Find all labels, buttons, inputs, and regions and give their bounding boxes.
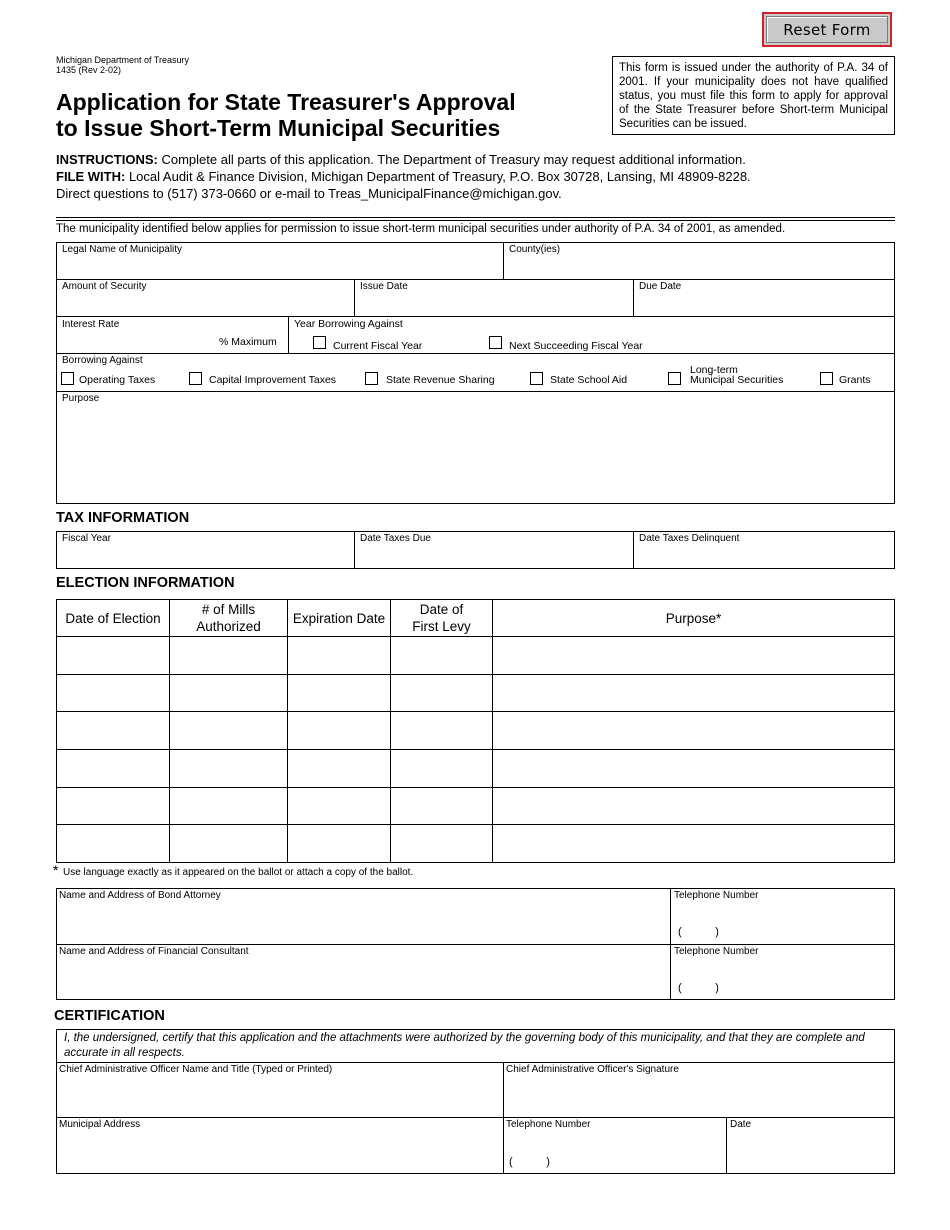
capital-improvement-checkbox[interactable] — [189, 372, 202, 385]
amount-label: Amount of Security — [62, 281, 147, 292]
fiscal-year-label: Fiscal Year — [62, 533, 111, 544]
divider-top — [56, 217, 895, 218]
certification-date-label: Date — [730, 1119, 752, 1130]
table-cell[interactable] — [57, 674, 170, 712]
due-date-label: Due Date — [639, 281, 682, 292]
officer-signature-label: Chief Administrative Officer's Signature — [506, 1064, 679, 1075]
questions-line: Direct questions to (517) 373-0660 or e-mail to Treas_MunicipalFinance@michigan.gov. — [56, 186, 562, 201]
footnote-asterisk: * — [53, 862, 59, 878]
state-revenue-checkbox[interactable] — [365, 372, 378, 385]
table-cell[interactable] — [493, 712, 895, 750]
date-taxes-due-label: Date Taxes Due — [360, 533, 431, 544]
table-cell[interactable] — [170, 712, 288, 750]
current-fiscal-year-checkbox[interactable] — [313, 336, 326, 349]
consultant-phone-field[interactable] — [670, 944, 895, 1000]
table-cell[interactable] — [288, 750, 391, 788]
longterm-securities-checkbox[interactable] — [668, 372, 681, 385]
instructions-text: Complete all parts of this application. The Department of Treasury may request additional information. — [161, 152, 746, 167]
authority-notice: This form is issued under the authority of P.A. 34 of 2001. If your municipality does not have qualified status, you must file this form to apply for approval of the State Treasurer before Short-term Municipal Securities can be issued. — [612, 56, 895, 135]
table-row — [57, 712, 895, 750]
table-cell[interactable] — [170, 674, 288, 712]
certification-date-field[interactable] — [726, 1117, 895, 1174]
bond-attorney-phone-field[interactable] — [670, 888, 895, 945]
certification-statement-box — [56, 1029, 895, 1063]
tax-information-heading: TAX INFORMATION — [56, 510, 190, 526]
issue-date-field[interactable] — [354, 279, 634, 317]
financial-consultant-label: Name and Address of Financial Consultant — [59, 946, 249, 957]
table-cell[interactable] — [170, 825, 288, 863]
form-number: 1435 (Rev 2-02) — [56, 65, 122, 75]
page-title-line2: to Issue Short-Term Municipal Securities — [56, 115, 501, 141]
certification-statement: I, the undersigned, certify that this application and the attachments were authorized by the governing body of this municipality, and that they are complete and accurate in all respects. — [64, 1032, 865, 1059]
table-cell[interactable] — [391, 674, 493, 712]
column-header-expiration: Expiration Date — [288, 600, 391, 637]
table-cell[interactable] — [288, 674, 391, 712]
column-header-first-levy — [391, 600, 493, 637]
phone-area-code-parens: ( ) — [509, 1156, 550, 1168]
year-borrowing-label: Year Borrowing Against — [294, 318, 403, 330]
table-cell[interactable] — [493, 750, 895, 788]
date-taxes-delinquent-field[interactable] — [633, 531, 895, 569]
table-cell[interactable] — [288, 787, 391, 825]
levy-header-line2: First Levy — [412, 619, 471, 634]
phone-area-code-parens: ( ) — [678, 982, 719, 994]
column-header-date: Date of Election — [57, 600, 170, 637]
grants-label: Grants — [839, 374, 871, 386]
grants-checkbox[interactable] — [820, 372, 833, 385]
financial-consultant-field[interactable] — [56, 944, 671, 1000]
municipal-phone-field[interactable] — [503, 1117, 727, 1174]
purpose-label: Purpose — [62, 393, 100, 404]
operating-taxes-label: Operating Taxes — [79, 374, 156, 386]
bond-attorney-label: Name and Address of Bond Attorney — [59, 890, 221, 901]
county-label: County(ies) — [509, 244, 561, 255]
longterm-label-line1: Long-term — [690, 364, 738, 376]
table-cell[interactable] — [170, 750, 288, 788]
phone-area-code-parens: ( ) — [678, 926, 719, 938]
table-cell[interactable] — [391, 825, 493, 863]
certification-heading: CERTIFICATION — [54, 1008, 165, 1024]
state-school-aid-label: State School Aid — [550, 374, 628, 386]
officer-name-field[interactable] — [56, 1062, 504, 1118]
officer-name-label: Chief Administrative Officer Name and Title (Typed or Printed) — [59, 1064, 333, 1075]
date-taxes-due-field[interactable] — [354, 531, 634, 569]
legal-name-field[interactable] — [56, 242, 504, 280]
interest-rate-field[interactable] — [56, 316, 289, 354]
file-with-line — [56, 168, 896, 185]
table-cell[interactable] — [493, 787, 895, 825]
reset-form-button[interactable] — [762, 12, 892, 47]
table-cell[interactable] — [493, 674, 895, 712]
interest-rate-label: Interest Rate — [62, 319, 120, 330]
state-revenue-label: State Revenue Sharing — [386, 374, 495, 386]
consultant-phone-label: Telephone Number — [674, 946, 759, 957]
percent-maximum-label: % Maximum — [219, 336, 277, 348]
mills-header-line1: # of Mills — [201, 602, 256, 617]
page-title-line1: Application for State Treasurer's Approval — [56, 89, 516, 115]
table-row — [57, 825, 895, 863]
capital-improvement-label: Capital Improvement Taxes — [209, 374, 337, 386]
borrowing-against-group — [56, 353, 895, 392]
table-cell[interactable] — [391, 712, 493, 750]
table-cell[interactable] — [170, 637, 288, 675]
table-row — [57, 750, 895, 788]
borrowing-against-label: Borrowing Against — [62, 355, 143, 366]
file-with-label: FILE WITH: — [56, 169, 126, 184]
table-cell[interactable] — [57, 712, 170, 750]
election-table — [56, 599, 895, 863]
municipal-address-field[interactable] — [56, 1117, 504, 1174]
longterm-label-line2: Municipal Securities — [690, 374, 784, 386]
municipal-phone-label: Telephone Number — [506, 1119, 591, 1130]
table-cell[interactable] — [57, 637, 170, 675]
ballot-footnote: Use language exactly as it appeared on the ballot or attach a copy of the ballot. — [63, 867, 414, 878]
operating-taxes-checkbox[interactable] — [61, 372, 74, 385]
divider-bottom — [56, 220, 895, 221]
bond-attorney-field[interactable] — [56, 888, 671, 945]
department-name: Michigan Department of Treasury — [56, 55, 190, 65]
amount-field[interactable] — [56, 279, 355, 317]
intro-statement: The municipality identified below applies for permission to issue short-term municipal securities under authority of P.A. 34 of 2001, as amended. — [56, 223, 786, 235]
table-cell[interactable] — [57, 825, 170, 863]
instructions-line — [56, 151, 896, 168]
year-borrowing-group — [288, 316, 895, 354]
officer-signature-field[interactable] — [503, 1062, 895, 1118]
municipal-address-label: Municipal Address — [59, 1119, 141, 1130]
county-field[interactable] — [503, 242, 895, 280]
next-fiscal-year-label: Next Succeeding Fiscal Year — [509, 340, 643, 352]
table-cell[interactable] — [57, 750, 170, 788]
election-header-row — [57, 600, 895, 637]
election-information-heading: ELECTION INFORMATION — [56, 575, 235, 591]
instructions-label: INSTRUCTIONS: — [56, 152, 158, 167]
next-fiscal-year-checkbox[interactable] — [489, 336, 502, 349]
reset-button-label: Reset Form — [783, 20, 871, 39]
table-cell[interactable] — [57, 787, 170, 825]
mills-header-line2: Authorized — [196, 619, 261, 634]
table-cell[interactable] — [391, 637, 493, 675]
state-school-aid-checkbox[interactable] — [530, 372, 543, 385]
table-row — [57, 674, 895, 712]
table-cell[interactable] — [493, 637, 895, 675]
purpose-field[interactable] — [56, 391, 895, 504]
table-cell[interactable] — [288, 637, 391, 675]
bond-attorney-phone-label: Telephone Number — [674, 890, 759, 901]
table-cell[interactable] — [288, 825, 391, 863]
table-cell[interactable] — [170, 787, 288, 825]
column-header-mills — [170, 600, 288, 637]
current-fiscal-year-label: Current Fiscal Year — [333, 340, 423, 352]
levy-header-line1: Date of — [419, 602, 464, 617]
due-date-field[interactable] — [633, 279, 895, 317]
table-cell[interactable] — [288, 712, 391, 750]
date-taxes-delinquent-label: Date Taxes Delinquent — [639, 533, 740, 544]
table-cell[interactable] — [493, 825, 895, 863]
table-row — [57, 637, 895, 675]
table-cell[interactable] — [391, 750, 493, 788]
column-header-purpose: Purpose* — [493, 600, 895, 637]
table-row — [57, 787, 895, 825]
table-cell[interactable] — [391, 787, 493, 825]
legal-name-label: Legal Name of Municipality — [62, 244, 183, 255]
file-with-text: Local Audit & Finance Division, Michigan Department of Treasury, P.O. Box 30728, Lansing, MI 48909-8228. — [128, 169, 751, 184]
issue-date-label: Issue Date — [360, 281, 408, 292]
fiscal-year-field[interactable] — [56, 531, 355, 569]
